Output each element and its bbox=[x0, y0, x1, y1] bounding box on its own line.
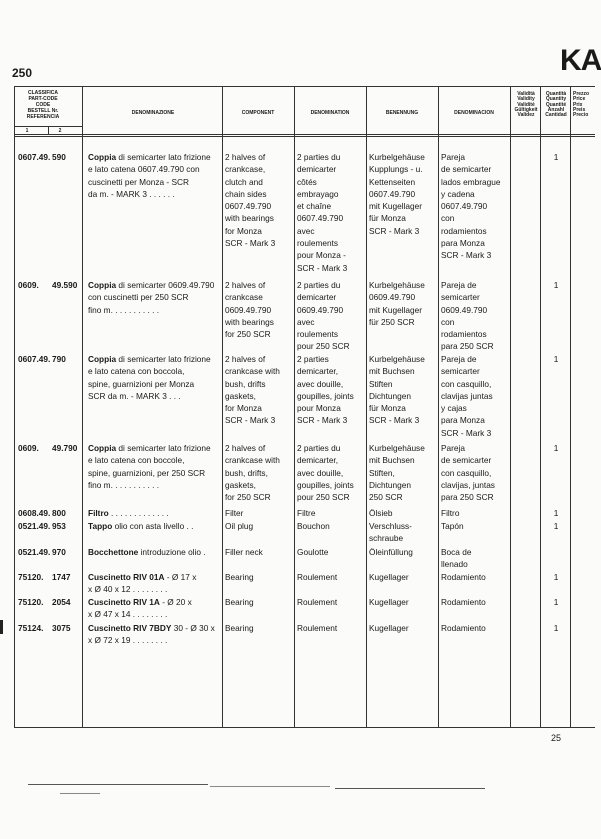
part-code-prefix: 0608.49. bbox=[18, 508, 51, 518]
quantity-cell: 1 bbox=[553, 572, 559, 582]
denominacion-cell-line: con casquillo, bbox=[441, 378, 492, 389]
footer-rule bbox=[335, 788, 485, 789]
benennung-cell bbox=[369, 596, 409, 608]
part-code-suffix: 953 bbox=[52, 521, 66, 531]
component-cell-line: SCR - Mark 3 bbox=[225, 238, 276, 249]
table-rule-vertical bbox=[540, 86, 541, 727]
denominacion-cell-line: rodamientos bbox=[441, 329, 487, 340]
component-cell bbox=[225, 520, 253, 532]
table-rule-horizontal bbox=[14, 727, 595, 728]
part-code-prefix: 75120. bbox=[18, 597, 44, 607]
component-cell-line: 2 halves of bbox=[225, 280, 266, 290]
component-cell-line: Bearing bbox=[225, 597, 254, 607]
binding-mark bbox=[0, 620, 3, 634]
component-cell-line: bush, drifts bbox=[225, 378, 266, 389]
quantity-header-line: Cantidad bbox=[545, 112, 567, 119]
denomination-fr-cell bbox=[297, 507, 315, 519]
component-cell bbox=[225, 622, 254, 634]
denominazione-cell-line: Coppia di semicarter 0609.49.790 bbox=[88, 280, 215, 290]
denominazione-cell bbox=[88, 571, 196, 596]
denomination-fr-cell-line: Roulement bbox=[297, 572, 338, 582]
component-cell bbox=[225, 507, 243, 519]
table-rule-vertical bbox=[438, 86, 439, 727]
footer-rule bbox=[210, 786, 330, 787]
benennung-cell-line: Dichtungen bbox=[369, 390, 411, 401]
component-cell bbox=[225, 546, 263, 558]
denominazione-cell bbox=[88, 279, 214, 316]
denominazione-cell bbox=[88, 546, 206, 558]
benennung-cell-line: Dichtungen bbox=[369, 479, 411, 490]
part-code-prefix: 0607.49. bbox=[18, 354, 51, 364]
denominacion-cell-line: Rodamiento bbox=[441, 572, 486, 582]
benennung-cell-line: Kugellager bbox=[369, 623, 409, 633]
benennung-cell bbox=[369, 571, 409, 583]
denominacion-cell-line: para Monza bbox=[441, 238, 485, 249]
validity-header bbox=[512, 92, 540, 118]
component-cell-line: Filter bbox=[225, 508, 244, 518]
denomination-fr-cell-line: 2 parties du bbox=[297, 443, 341, 453]
component-cell bbox=[225, 442, 280, 503]
denominazione-cell-line: con cuscinetti per 250 SCR bbox=[88, 292, 189, 303]
part-code-suffix: 1747 bbox=[52, 572, 71, 582]
denominazione-cell-line: Cuscinetto RIV 1A - Ø 20 x bbox=[88, 597, 192, 607]
denominacion-cell-line: para 250 SCR bbox=[441, 492, 494, 503]
component-cell-line: clutch and bbox=[225, 176, 263, 187]
denomination-fr-cell bbox=[297, 151, 347, 274]
table-rule-vertical bbox=[48, 126, 49, 134]
quantity-cell: 1 bbox=[553, 597, 559, 607]
benennung-cell bbox=[369, 279, 425, 328]
denomination-fr-cell-line: 2 parties du bbox=[297, 152, 341, 162]
code-header-line: BESTELL Nr. bbox=[27, 108, 59, 114]
footer-number: 25 bbox=[551, 733, 562, 743]
component-cell-line: for 250 SCR bbox=[225, 492, 271, 503]
component-cell-line: 0609.49.790 bbox=[225, 304, 272, 315]
denominacion-cell-line: con bbox=[441, 213, 455, 224]
denominacion-cell bbox=[441, 507, 459, 519]
denomination-fr-cell-line: côtés bbox=[297, 176, 317, 187]
denominacion-cell-line: para Monza bbox=[441, 415, 485, 426]
denomination-fr-cell-line: pour Monza - bbox=[297, 250, 346, 261]
part-code-prefix: 0609. bbox=[18, 280, 39, 290]
quantity-header-line: Quantità bbox=[545, 91, 567, 97]
quantity-header-line: Quantité bbox=[545, 101, 567, 108]
component-cell-line: crankcase bbox=[225, 292, 263, 303]
component-cell-line: Bearing bbox=[225, 572, 254, 582]
denomination-fr-cell-line: embrayago bbox=[297, 188, 339, 199]
quantity-cell: 1 bbox=[553, 508, 559, 518]
denomination-fr-cell-line: avec douille, bbox=[297, 378, 344, 389]
component-cell-line: 2 halves of bbox=[225, 152, 266, 162]
benennung-cell-line: Verschluss- bbox=[369, 521, 412, 531]
code-header bbox=[14, 90, 72, 120]
denomination-fr-cell-line: Goulotte bbox=[297, 547, 329, 557]
code-header-line: CLASSIFICA bbox=[28, 90, 58, 96]
denominacion-cell-line: y cadena bbox=[441, 188, 475, 199]
denomination-fr-cell-line: roulements bbox=[297, 238, 339, 249]
component-cell-line: gaskets, bbox=[225, 390, 256, 401]
denominacion-cell-line: 0607.49.790 bbox=[441, 201, 488, 212]
component-cell-line: SCR - Mark 3 bbox=[225, 415, 276, 426]
component-cell-line: with bearings bbox=[225, 213, 274, 224]
benennung-cell-line: SCR - Mark 3 bbox=[369, 225, 420, 236]
denomination-fr-cell bbox=[297, 571, 337, 583]
footer-rule bbox=[60, 793, 100, 794]
denominacion-cell bbox=[441, 546, 471, 571]
denomination-fr-cell bbox=[297, 279, 350, 353]
table-rule-vertical bbox=[570, 86, 571, 727]
denomination-fr-cell-line: et chaîne bbox=[297, 201, 332, 212]
benennung-cell-line: mit Buchsen bbox=[369, 366, 415, 377]
denominazione-cell bbox=[88, 151, 211, 200]
denominacion-cell-line: Pareja bbox=[441, 443, 465, 453]
denomination-fr-cell-line: goupilles, joints bbox=[297, 390, 354, 401]
code-header-line: PART-CODE bbox=[28, 96, 58, 102]
component-header: COMPONENT bbox=[241, 110, 275, 116]
table-rule-vertical bbox=[366, 86, 367, 727]
benennung-cell bbox=[369, 622, 409, 634]
benennung-cell-line: Ölsieb bbox=[369, 508, 393, 518]
denomination-fr-cell-line: demicarter, bbox=[297, 366, 339, 377]
component-cell-line: bush, drifts, bbox=[225, 467, 268, 478]
table-rule-horizontal bbox=[14, 134, 595, 135]
denomination-fr-cell-line: avec bbox=[297, 316, 315, 327]
denominazione-cell bbox=[88, 622, 215, 647]
benennung-cell bbox=[369, 507, 393, 519]
benennung-cell-line: Stiften, bbox=[369, 467, 395, 478]
component-cell-line: for Monza bbox=[225, 403, 262, 414]
denominazione-cell-line: Coppia di semicarter lato frizione bbox=[88, 152, 211, 162]
denominacion-cell-line: Pareja bbox=[441, 152, 465, 162]
denomination-fr-cell-line: demicarter, bbox=[297, 455, 339, 466]
component-cell-line: 2 halves of bbox=[225, 443, 266, 453]
quantity-cell: 1 bbox=[553, 443, 559, 453]
table-rule-vertical bbox=[294, 86, 295, 727]
price-header-line: Precio bbox=[573, 112, 589, 119]
denominacion-cell-line: semicarter bbox=[441, 292, 480, 303]
part-code-suffix: 790 bbox=[52, 354, 66, 364]
denominacion-cell-line: de semicarter bbox=[441, 164, 492, 175]
denomination-fr-cell bbox=[297, 546, 328, 558]
denominazione-cell-line: Tappo olio con asta livello . . bbox=[88, 521, 194, 531]
part-code-prefix: 0607.49. bbox=[18, 152, 51, 162]
quantity-cell: 1 bbox=[553, 623, 559, 633]
component-cell-line: with bearings bbox=[225, 316, 274, 327]
validity-header-line: Validità bbox=[517, 91, 535, 97]
part-code-suffix: 2054 bbox=[52, 597, 71, 607]
denominacion-cell-line: para 250 SCR bbox=[441, 341, 494, 352]
validity-header-line: Gültigkeit bbox=[514, 106, 538, 113]
denominazione-cell-line: Cuscinetto RIV 01A - Ø 17 x bbox=[88, 572, 197, 582]
denominacion-cell bbox=[441, 622, 486, 634]
quantity-header-line: Quantity bbox=[545, 96, 567, 103]
denomination-fr-cell-line: Roulement bbox=[297, 597, 338, 607]
quantity-cell: 1 bbox=[553, 152, 559, 162]
table-rule-vertical bbox=[14, 86, 15, 727]
denominacion-cell bbox=[441, 571, 486, 583]
part-code-prefix: 0521.49. bbox=[18, 547, 51, 557]
denomination-fr-cell-line: avec douille, bbox=[297, 467, 344, 478]
denomination-fr-cell-line: demicarter bbox=[297, 164, 337, 175]
denominacion-cell bbox=[441, 353, 493, 439]
part-code-suffix: 3075 bbox=[52, 623, 71, 633]
component-cell-line: Bearing bbox=[225, 623, 254, 633]
denominacion-cell-line: lados embrague bbox=[441, 176, 501, 187]
denominazione-cell-line: fino m. . . . . . . . . . . bbox=[88, 479, 160, 490]
price-header-line: Price bbox=[573, 96, 586, 103]
part-code-suffix: 49.790 bbox=[52, 443, 78, 453]
validity-header-line: Validity bbox=[517, 96, 535, 103]
denominacion-cell-line: con casquillo, bbox=[441, 467, 492, 478]
code-sub-1: 1 bbox=[25, 128, 29, 134]
part-code-prefix: 75124. bbox=[18, 623, 44, 633]
benennung-cell-line: Kettenseiten bbox=[369, 176, 416, 187]
table-rule-vertical bbox=[82, 86, 83, 727]
table-rule-vertical bbox=[222, 86, 223, 727]
denominacion-cell-line: Pareja de bbox=[441, 280, 477, 290]
benennung-cell-line: Kurbelgehäuse bbox=[369, 354, 425, 364]
denominazione-cell-line: cuscinetti per Monza - SCR bbox=[88, 176, 189, 187]
part-code-suffix: 970 bbox=[52, 547, 66, 557]
part-code-prefix: 0609. bbox=[18, 443, 39, 453]
denominazione-cell bbox=[88, 520, 193, 532]
denominacion-cell-line: llenado bbox=[441, 559, 468, 570]
denominazione-cell-line: Coppia di semicarter lato frizione bbox=[88, 354, 211, 364]
denomination-fr-cell-line: Filtre bbox=[297, 508, 316, 518]
denominazione-header: DENOMINAZIONE bbox=[131, 110, 175, 116]
denominacion-cell-line: Filtro bbox=[441, 508, 460, 518]
denominazione-cell-line: e lato catena con boccole, bbox=[88, 455, 185, 466]
denominacion-cell bbox=[441, 151, 501, 262]
denomination-fr-cell bbox=[297, 520, 330, 532]
benennung-cell bbox=[369, 520, 412, 545]
component-cell bbox=[225, 353, 280, 427]
denomination-fr-cell-line: Roulement bbox=[297, 623, 338, 633]
denomination-fr-cell-line: 0607.49.790 bbox=[297, 213, 344, 224]
denominazione-cell-line: Bocchettone introduzione olio . bbox=[88, 547, 206, 557]
denominazione-cell-line: Filtro . . . . . . . . . . . . . bbox=[88, 508, 169, 518]
denomination-fr-cell-line: SCR - Mark 3 bbox=[297, 262, 348, 273]
benennung-header: BENENNUNG bbox=[385, 110, 419, 116]
component-cell bbox=[225, 571, 254, 583]
part-code-suffix: 800 bbox=[52, 508, 66, 518]
denominacion-cell-line: con bbox=[441, 316, 455, 327]
part-code-suffix: 590 bbox=[52, 152, 66, 162]
denominacion-cell-line: Pareja de bbox=[441, 354, 477, 364]
benennung-cell-line: mit Buchsen bbox=[369, 455, 415, 466]
quantity-cell: 1 bbox=[553, 280, 559, 290]
price-header-line: Prezzo bbox=[573, 91, 590, 97]
table-rule-horizontal bbox=[14, 86, 595, 87]
denominazione-cell-line: fino m. . . . . . . . . . . bbox=[88, 304, 160, 315]
denominacion-cell-line: Boca de bbox=[441, 547, 472, 557]
price-header bbox=[573, 92, 595, 118]
denominacion-cell bbox=[441, 279, 494, 353]
denominazione-cell-line: spine, guarnizioni, per 250 SCR bbox=[88, 467, 206, 478]
component-cell-line: 0607.49.790 bbox=[225, 201, 272, 212]
validity-header-line: Validité bbox=[517, 101, 535, 108]
denominazione-cell-line: Coppia di semicarter lato frizione bbox=[88, 443, 211, 453]
denominacion-cell bbox=[441, 442, 495, 503]
component-cell-line: Filler neck bbox=[225, 547, 263, 557]
denominacion-cell-line: de semicarter bbox=[441, 455, 492, 466]
denomination-fr-cell-line: SCR - Mark 3 bbox=[297, 415, 348, 426]
denomination-fr-cell bbox=[297, 353, 354, 427]
price-header-line: Prix bbox=[573, 101, 583, 108]
denomination-fr-cell-line: 0609.49.790 bbox=[297, 304, 344, 315]
denomination-fr-cell bbox=[297, 596, 337, 608]
benennung-cell bbox=[369, 546, 413, 558]
benennung-cell-line: Öleinfüllung bbox=[369, 547, 413, 557]
benennung-cell-line: 0607.49.790 bbox=[369, 188, 416, 199]
component-cell-line: crankcase with bbox=[225, 366, 280, 377]
code-sub-2: 2 bbox=[58, 128, 62, 134]
price-header-line: Preis bbox=[573, 106, 586, 113]
denominazione-cell bbox=[88, 507, 169, 519]
benennung-cell-line: Kupplungs - u. bbox=[369, 164, 423, 175]
benennung-cell-line: Kugellager bbox=[369, 597, 409, 607]
benennung-cell-line: Kurbelgehäuse bbox=[369, 443, 425, 453]
benennung-cell bbox=[369, 353, 425, 427]
benennung-cell-line: für 250 SCR bbox=[369, 316, 415, 327]
denomination-fr-cell-line: goupilles, joints bbox=[297, 479, 354, 490]
denominacion-cell-line: clavijas juntas bbox=[441, 390, 493, 401]
denominacion-cell-line: semicarter bbox=[441, 366, 480, 377]
denomination-fr-cell-line: 2 parties du bbox=[297, 280, 341, 290]
component-cell bbox=[225, 596, 254, 608]
denominazione-cell bbox=[88, 596, 192, 621]
validity-header-line: Validez bbox=[517, 112, 535, 119]
component-cell-line: chain sides bbox=[225, 188, 267, 199]
part-code-prefix: 0521.49. bbox=[18, 521, 51, 531]
denominacion-cell-line: clavijas, juntas bbox=[441, 479, 495, 490]
denomination-fr-cell-line: pour Monza bbox=[297, 403, 341, 414]
denominacion-cell-line: Rodamiento bbox=[441, 597, 486, 607]
benennung-cell-line: SCR - Mark 3 bbox=[369, 415, 420, 426]
component-cell-line: for Monza bbox=[225, 225, 262, 236]
brand-title-fragment: KA bbox=[560, 44, 601, 77]
denominazione-cell-line: e lato catena 0607.49.790 con bbox=[88, 164, 200, 175]
quantity-header bbox=[543, 92, 569, 118]
denominacion-cell-line: SCR - Mark 3 bbox=[441, 250, 492, 261]
denominazione-cell-line: x Ø 72 x 19 . . . . . . . . bbox=[88, 635, 168, 646]
denominazione-cell-line: e lato catena con boccola, bbox=[88, 366, 185, 377]
benennung-cell-line: Stiften bbox=[369, 378, 393, 389]
denominacion-cell-line: 0609.49.790 bbox=[441, 304, 488, 315]
denominazione-cell bbox=[88, 353, 211, 402]
benennung-cell-line: 0609.49.790 bbox=[369, 292, 416, 303]
component-cell-line: crankcase with bbox=[225, 455, 280, 466]
denomination-fr-cell-line: pour 250 SCR bbox=[297, 492, 350, 503]
benennung-cell-line: 250 SCR bbox=[369, 492, 403, 503]
denominacion-header: DENOMINACION bbox=[454, 110, 494, 116]
page-number: 250 bbox=[12, 66, 33, 80]
denominazione-cell-line: da m. - MARK 3 . . . . . . bbox=[88, 188, 175, 199]
denominacion-cell bbox=[441, 520, 464, 532]
code-header-line: CODE bbox=[35, 102, 51, 108]
benennung-cell-line: für Monza bbox=[369, 403, 406, 414]
denominacion-cell-line: SCR - Mark 3 bbox=[441, 427, 492, 438]
denominazione-cell-line: spine, guarnizioni per Monza bbox=[88, 378, 195, 389]
quantity-cell: 1 bbox=[553, 521, 559, 531]
benennung-cell-line: schraube bbox=[369, 533, 404, 544]
denomination-fr-cell bbox=[297, 622, 337, 634]
denominazione-cell-line: x Ø 47 x 14 . . . . . . . . bbox=[88, 609, 168, 620]
denominacion-cell-line: rodamientos bbox=[441, 225, 487, 236]
benennung-cell-line: Kurbelgehäuse bbox=[369, 280, 425, 290]
table-rule-vertical bbox=[510, 86, 511, 727]
denomination-fr-cell-line: pour 250 SCR bbox=[297, 341, 350, 352]
denomination-fr-cell-line: demicarter bbox=[297, 292, 337, 303]
denomination-fr-cell-line: Bouchon bbox=[297, 521, 330, 531]
denomination-fr-cell-line: 2 parties bbox=[297, 354, 329, 364]
denominazione-cell-line: x Ø 40 x 12 . . . . . . . . bbox=[88, 584, 168, 595]
table-rule-horizontal bbox=[14, 136, 595, 137]
benennung-cell bbox=[369, 442, 425, 503]
component-cell-line: crankcase, bbox=[225, 164, 266, 175]
denominazione-cell bbox=[88, 442, 211, 491]
footer-rule bbox=[28, 784, 208, 785]
denominacion-cell-line: Tapón bbox=[441, 521, 464, 531]
benennung-cell-line: mit Kugellager bbox=[369, 201, 423, 212]
code-header-line: REFERENCIA bbox=[26, 114, 60, 120]
benennung-cell bbox=[369, 151, 425, 237]
denominacion-cell-line: Rodamiento bbox=[441, 623, 486, 633]
component-cell-line: for 250 SCR bbox=[225, 329, 271, 340]
part-code-prefix: 75120. bbox=[18, 572, 44, 582]
denominazione-cell-line: Cuscinetto RIV 7BDY 30 - Ø 30 x bbox=[88, 623, 215, 633]
component-cell bbox=[225, 279, 274, 340]
quantity-header-line: Anzahl bbox=[547, 106, 565, 113]
benennung-cell-line: Kurbelgehäuse bbox=[369, 152, 425, 162]
denomination-fr-cell-line: avec bbox=[297, 225, 315, 236]
denominacion-cell-line: y cajas bbox=[441, 403, 467, 414]
component-cell-line: gaskets, bbox=[225, 479, 256, 490]
component-cell bbox=[225, 151, 275, 249]
quantity-cell: 1 bbox=[553, 354, 559, 364]
benennung-cell-line: Kugellager bbox=[369, 572, 409, 582]
denomination-fr-cell bbox=[297, 442, 354, 503]
denominacion-cell bbox=[441, 596, 486, 608]
benennung-cell-line: mit Kugellager bbox=[369, 304, 423, 315]
component-cell-line: Oil plug bbox=[225, 521, 254, 531]
denomination-fr-header: DENOMINATION bbox=[310, 110, 350, 116]
part-code-suffix: 49.590 bbox=[52, 280, 78, 290]
denomination-fr-cell-line: roulements bbox=[297, 329, 339, 340]
benennung-cell-line: für Monza bbox=[369, 213, 406, 224]
denominazione-cell-line: SCR da m. - MARK 3 . . . bbox=[88, 390, 181, 401]
component-cell-line: 2 halves of bbox=[225, 354, 266, 364]
